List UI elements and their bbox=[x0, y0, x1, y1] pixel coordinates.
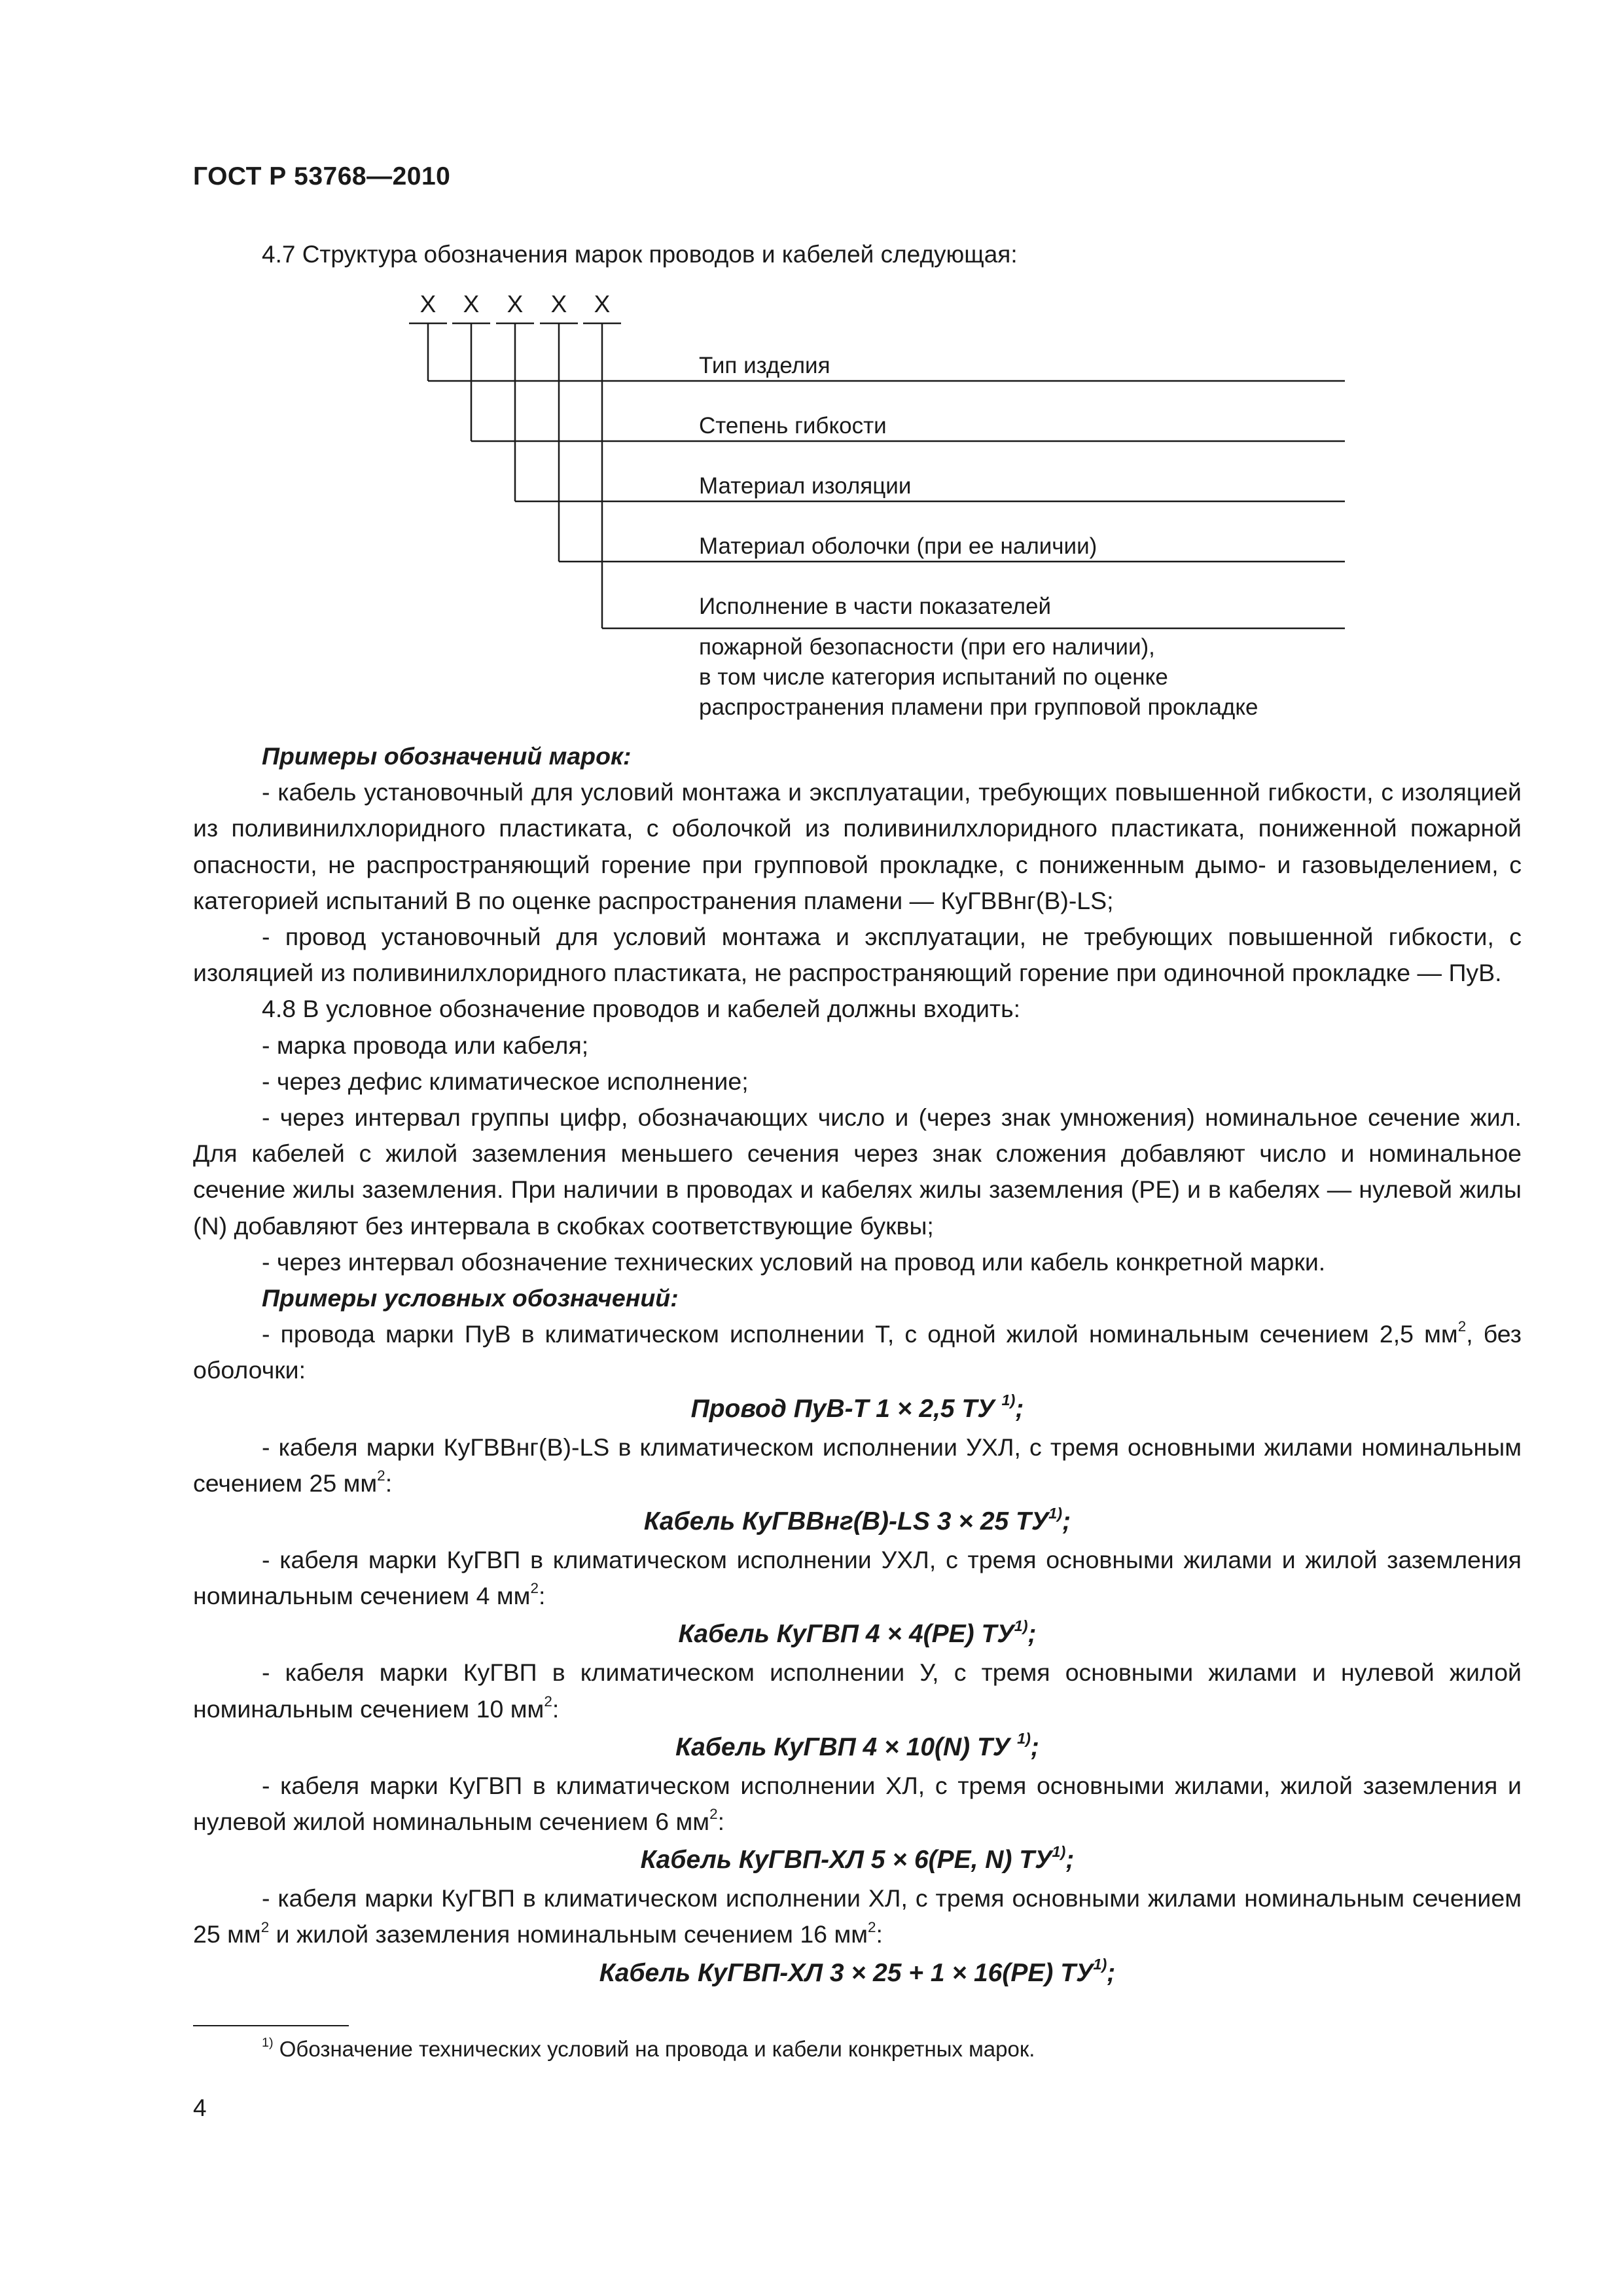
example-brand-wire: - провод установочный для условий монтажа и эксплуатации, не требующих повышенной гибкости, с изоляцией из поливинилхлоридного пластиката, не распространяющий горение при одиночной прокладке — ПуВ. bbox=[193, 923, 1522, 987]
section-4-7-intro: 4.7 Структура обозначения марок проводов и кабелей следующая: bbox=[262, 241, 1018, 268]
document-header: ГОСТ Р 53768—2010 bbox=[193, 162, 451, 190]
diagram-symbol: X bbox=[594, 291, 611, 317]
page-number: 4 bbox=[193, 2094, 207, 2121]
diagram-label-continuation: распространения пламени при групповой прокладке bbox=[699, 694, 1258, 720]
designation-formula: Кабель КуГВП 4 × 4(PE) ТУ$^{1)}$; bbox=[678, 1617, 1037, 1649]
diagram-label-continuation: пожарной безопасности (при его наличии), bbox=[699, 634, 1155, 660]
designation-formula: Кабель КуГВП-ХЛ 5 × 6(PE, N) ТУ$^{1)}$; bbox=[640, 1842, 1075, 1874]
example-brand-cable: - кабель установочный для условий монтажа и эксплуатации, требующих повышенной гибкости, с изоляцией из поливинилхлоридного пластиката, с оболочкой из поливинилхлоридного пластиката, пониженной пожарной опасности, не распространяющий горение при групповой прокладке, с пониженным дымо- и газовыделением, с категорией испытаний В по оценке распространения пламени — КуГВВнг(В)-LS; bbox=[193, 778, 1522, 914]
section-4-8-item: - марка провода или кабеля; bbox=[262, 1031, 589, 1059]
designation-description: - кабеля марки КуГВП в климатическом исполнении ХЛ, с тремя основными жилами номинальным сечением 25 $мм^2$ и жилой заземления номинальным сечением 16 $мм^2$: bbox=[193, 1884, 1522, 1948]
designation-description: - кабеля марки КуГВВнг(В)-LS в климатическом исполнении УХЛ, с тремя основными жилами номинальным сечением 25 $мм^2$: bbox=[193, 1433, 1522, 1497]
section-4-8-item: - через дефис климатическое исполнение; bbox=[262, 1067, 749, 1095]
designation-formula: Кабель КуГВП-ХЛ 3 × 25 + 1 × 16(PE) ТУ$^{1)}$; bbox=[599, 1956, 1116, 1987]
footnote-separator bbox=[193, 2025, 349, 2026]
diagram-label-sheath: Материал оболочки (при ее наличии) bbox=[699, 533, 1097, 559]
designation-structure-diagram bbox=[0, 0, 1623, 726]
designation-description: - провода марки ПуВ в климатическом исполнении Т, с одной жилой номинальным сечением 2,5 $мм^2$, без оболочки: bbox=[193, 1318, 1522, 1384]
diagram-symbol: X bbox=[550, 291, 567, 317]
designations-heading: Примеры условных обозначений: bbox=[262, 1284, 679, 1312]
diagram-symbol: X bbox=[507, 291, 524, 317]
diagram-symbol: X bbox=[463, 291, 480, 317]
diagram-label-fire-safety: Исполнение в части показателей bbox=[699, 594, 1052, 619]
diagram-label-flexibility: Степень гибкости bbox=[699, 413, 887, 439]
designation-formula: Кабель КуГВП 4 × 10(N) ТУ $^{1)}$; bbox=[675, 1730, 1039, 1761]
body-text bbox=[193, 738, 1522, 1994]
designation-formula: Провод ПуВ-Т 1 × 2,5 ТУ $^{1)}$; bbox=[690, 1391, 1024, 1423]
diagram-label-insulation: Материал изоляции bbox=[699, 473, 912, 499]
designation-description: - кабеля марки КуГВП в климатическом исполнении У, с тремя основными жилами и нулевой жилой номинальным сечением 10 $мм^2$: bbox=[193, 1659, 1522, 1723]
section-4-8-item: - через интервал группы цифр, обозначающих число и (через знак умножения) номинальное сечение жил. Для кабелей с жилой заземления меньшего сечения через знак сложения добавляют число и номинальное сечение жилы заземления. При наличии в проводах и кабелях жилы заземления (PE) и в кабелях — нулевой жилы (N) добавляют без интервала в скобках соответствующие буквы; bbox=[193, 1103, 1522, 1240]
designation-description: - кабеля марки КуГВП в климатическом исполнении УХЛ, с тремя основными жилами и жилой заземления номинальным сечением 4 $мм^2$: bbox=[193, 1546, 1522, 1610]
footnote-mark: 1) bbox=[262, 2036, 274, 2051]
examples-heading: Примеры обозначений марок: bbox=[262, 742, 632, 770]
section-4-8-item: - через интервал обозначение технических условий на провод или кабель конкретной марки. bbox=[262, 1247, 1326, 1276]
footnote bbox=[262, 2037, 1035, 2062]
designation-description: - кабеля марки КуГВП в климатическом исполнении ХЛ, с тремя основными жилами, жилой заземления и нулевой жилой номинальным сечением 6 $мм^2$: bbox=[193, 1771, 1522, 1836]
designation-formula: Кабель КуГВВнг(В)-LS 3 × 25 ТУ$^{1)}$; bbox=[643, 1504, 1071, 1536]
diagram-symbol: X bbox=[419, 291, 437, 317]
section-4-8-intro: 4.8 В условное обозначение проводов и кабелей должны входить: bbox=[262, 995, 1021, 1023]
diagram-label-product-type: Тип изделия bbox=[699, 353, 830, 378]
footnote-text: Обозначение технических условий на провода и кабели конкретных марок. bbox=[273, 2037, 1035, 2061]
diagram-label-continuation: в том числе категория испытаний по оценке bbox=[699, 664, 1168, 690]
